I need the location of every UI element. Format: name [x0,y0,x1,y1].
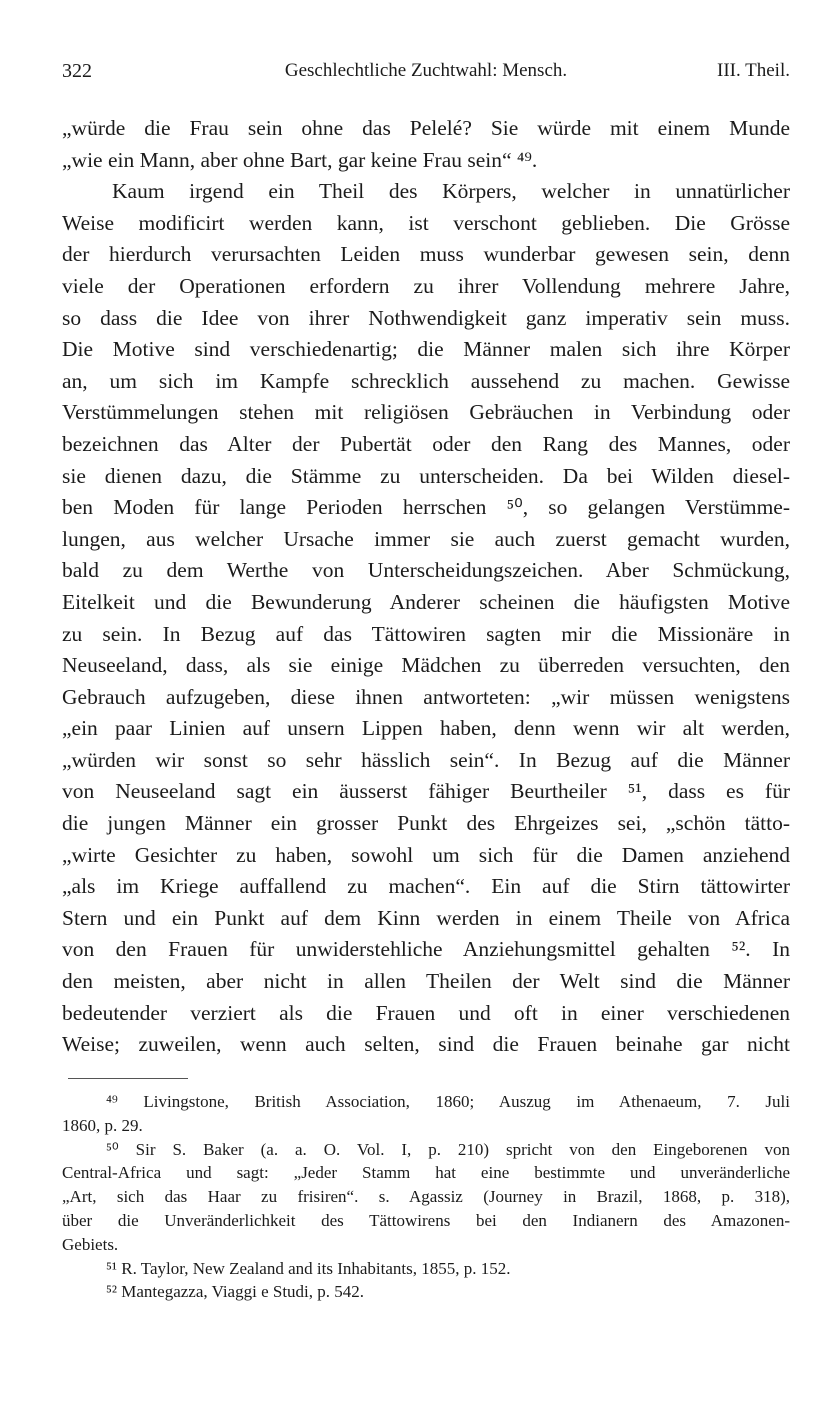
body-line: Stern und ein Punkt auf dem Kinn werden in einem Theile von Africa [62,905,790,930]
body-line: bedeutender verziert als die Frauen und oft in einer verschiedenen [62,1000,790,1025]
part-label: III. Theil. [717,60,790,81]
body-line: „würde die Frau sein ohne das Pelelé? Sie würde mit einem Munde [62,116,790,140]
running-header [62,60,790,88]
footnotes [62,1090,790,1304]
body-line: bezeichnen das Alter der Pubertät oder den Rang des Mannes, oder [62,431,790,456]
page-number: 322 [62,60,92,82]
footnote-line: ⁴⁹ Livingstone, British Association, 1860; Auszug im Athenaeum, 7. Juli [106,1092,790,1111]
body-line: Weise modificirt werden kann, ist verschont geblieben. Die Grösse [62,210,790,235]
footnote-line: „Art, sich das Haar zu frisiren“. s. Agassiz (Journey in Brazil, 1868, p. 318), [62,1187,790,1207]
body-line: Die Motive sind verschiedenartig; die Männer malen sich ihre Körper [62,337,790,362]
body-line: „ein paar Linien auf unsern Lippen haben, denn wenn wir alt werden, [62,716,790,741]
body-line: „wirte Gesichter zu haben, sowohl um sich für die Damen anziehend [62,842,790,867]
body-text [62,113,790,1061]
footnote-divider [68,1078,188,1079]
body-line: Gebrauch aufzugeben, diese ihnen antworteten: „wir müssen wenigstens [62,684,790,709]
running-title: Geschlechtliche Zuchtwahl: Mensch. [284,60,568,81]
body-line: Neuseeland, dass, als sie einige Mädchen zu überreden versuchten, den [62,653,790,678]
body-line: lungen, aus welcher Ursache immer sie auch zuerst gemacht wurden, [62,526,790,551]
body-line: von den Frauen für unwiderstehliche Anziehungsmittel gehalten ⁵². In [62,937,790,962]
body-line: Eitelkeit und die Bewunderung Anderer scheinen die häufigsten Motive [62,589,790,614]
body-line: zu sein. In Bezug auf das Tättowiren sagten mir die Missionäre in [62,621,790,646]
body-line: sie dienen dazu, die Stämme zu unterscheiden. Da bei Wilden diesel- [62,463,790,488]
body-line: „würden wir sonst so sehr hässlich sein“. In Bezug auf die Männer [62,747,790,772]
body-line: den meisten, aber nicht in allen Theilen der Welt sind die Männer [62,969,790,994]
body-line: an, um sich im Kampfe schrecklich aussehend zu machen. Gewisse [62,368,790,393]
body-line: „als im Kriege auffallend zu machen“. Ein auf die Stirn tättowirter [62,874,790,899]
book-page [62,0,790,1407]
body-line: der hierdurch verursachten Leiden muss wunderbar gewesen sein, denn [62,242,790,267]
body-line: Weise; zuweilen, wenn auch selten, sind die Frauen beinahe gar nicht [62,1032,790,1057]
body-line: die jungen Männer ein grosser Punkt des Ehrgeizes sei, „schön tätto- [62,811,790,836]
body-line: ben Moden für lange Perioden herrschen ⁵⁰, so gelangen Verstümme- [62,495,790,520]
footnote-line: Central-Africa und sagt: „Jeder Stamm hat eine bestimmte und unveränderliche [62,1163,790,1183]
footnote-line: 1860, p. 29. [62,1115,143,1135]
body-line: viele der Operationen erfordern zu ihrer Vollendung mehrere Jahre, [62,273,790,298]
footnote-line: Gebiets. [62,1234,119,1254]
body-line: von Neuseeland sagt ein äusserst fähiger Beurtheiler ⁵¹, dass es für [62,779,790,804]
body-line: Verstümmelungen stehen mit religiösen Gebräuchen in Verbindung oder [62,400,790,425]
body-line: „wie ein Mann, aber ohne Bart, gar keine Frau sein“ ⁴⁹. [62,147,538,172]
footnote-line: über die Unveränderlichkeit des Tättowirens bei den Indianern des Amazonen- [62,1210,790,1230]
footnote-line: ⁵⁰ Sir S. Baker (a. a. O. Vol. I, p. 210) spricht von den Eingeborenen von [106,1139,790,1159]
footnote-line: ⁵¹ R. Taylor, New Zealand and its Inhabitants, 1855, p. 152. [106,1258,511,1278]
footnote-line: ⁵² Mantegazza, Viaggi e Studi, p. 542. [106,1282,365,1302]
body-line: bald zu dem Werthe von Unterscheidungszeichen. Aber Schmückung, [62,558,790,583]
body-line: so dass die Idee von ihrer Nothwendigkeit ganz imperativ sein muss. [62,305,790,330]
body-line: Kaum irgend ein Theil des Körpers, welcher in unnatürlicher [112,179,790,204]
